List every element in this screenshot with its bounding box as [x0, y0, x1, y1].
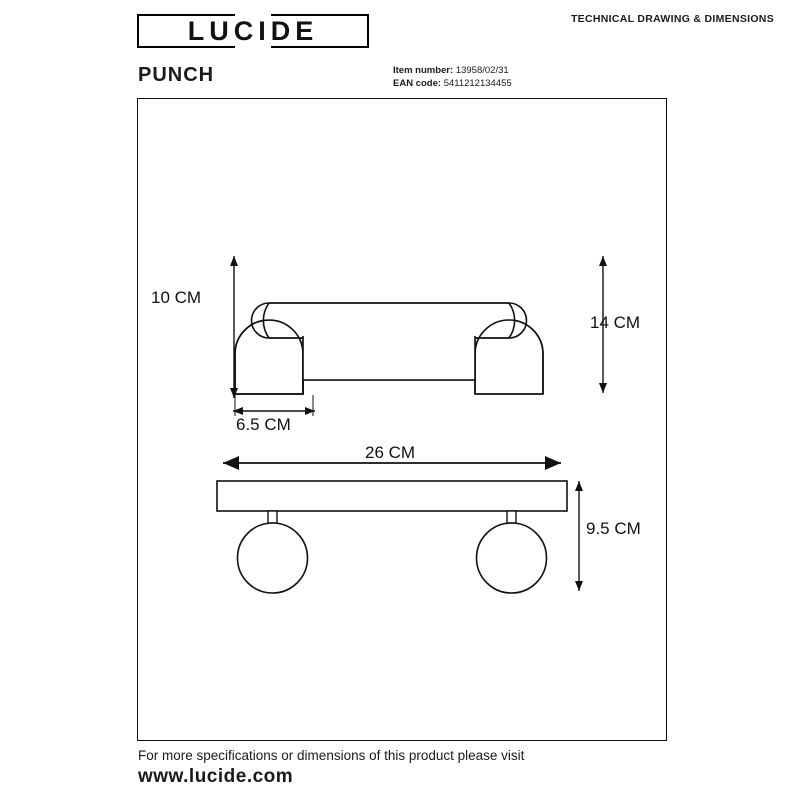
footer-note: For more specifications or dimensions of this product please visit	[138, 748, 525, 763]
logo-text: LUCIDE	[187, 15, 319, 46]
item-number-value: 13958/02/31	[455, 65, 509, 76]
ean-row	[393, 77, 512, 90]
lucide-logo	[137, 14, 369, 48]
footer-website[interactable]: www.lucide.com	[138, 766, 294, 787]
technical-drawing-label: TECHNICAL DRAWING & DIMENSIONS	[570, 13, 774, 25]
product-meta	[393, 64, 512, 90]
dimension-label-height-left: 10 CM	[151, 288, 202, 307]
dimension-label-total-height: 9.5 CM	[586, 519, 641, 538]
dimension-label-height-right: 14 CM	[590, 313, 641, 332]
ean-value: 5411212134455	[443, 78, 512, 89]
ean-label: EAN code:	[393, 78, 442, 89]
page-title: PUNCH	[138, 64, 215, 86]
dimension-label-spot-width: 6.5 CM	[236, 415, 291, 434]
item-number-row	[393, 64, 512, 77]
item-number-label: Item number:	[393, 65, 454, 76]
technical-drawing	[137, 98, 667, 741]
dimension-label-total-width: 26 CM	[365, 443, 416, 462]
